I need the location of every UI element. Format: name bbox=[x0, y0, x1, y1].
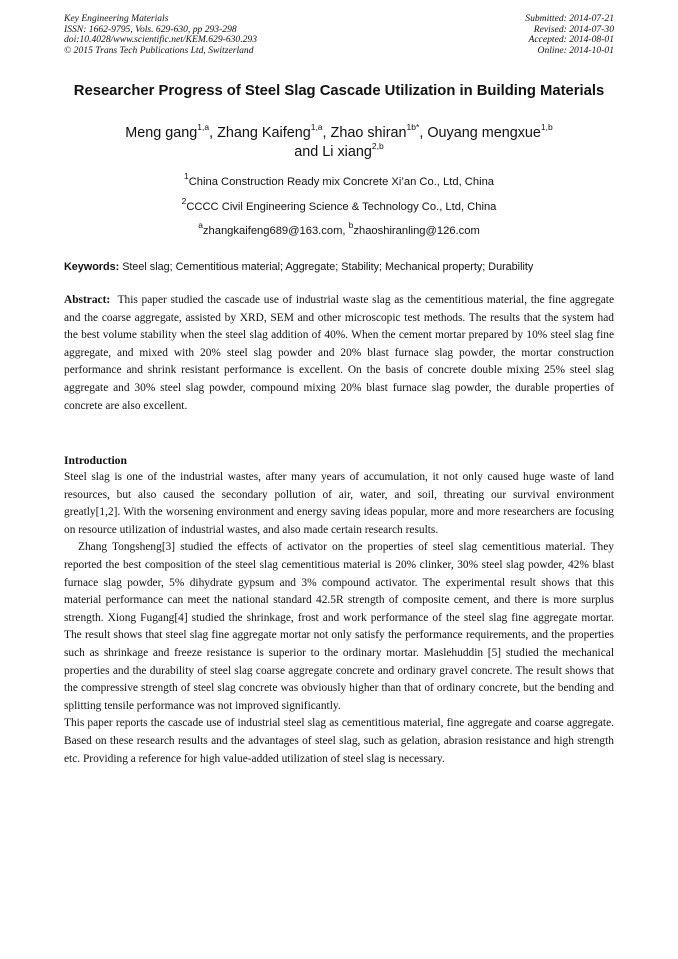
keywords-text: Steel slag; Cementitious material; Aggregate; Stability; Mechanical property; Durability bbox=[122, 261, 534, 273]
issn-line: ISSN: 1662-9795, Vols. 629-630, pp 293-298 bbox=[64, 23, 237, 35]
email-link[interactable]: zhangkaifeng689@163.com, bbox=[202, 225, 346, 237]
author-name: Zhao shiran bbox=[330, 125, 407, 141]
affiliation-sup: 1 bbox=[183, 171, 189, 182]
abstract-text: This paper studied the cascade use of industrial waste slag as the cementitious material, the fine aggregate and the coarse aggregate, assisted by XRD, SEM and other microscopic test methods. The results that the system had the best volume stability when the steel slag addition of 40%. When the cement mortar prepared by 10% steel slag fine aggregate, and mixed with 20% steel slag powder and 20% blast furnace slag powder, the mortar construction performance and shrink resistant performance is excellent. On the basis of concrete double mixing 25% steel slag aggregate and 30% steel slag powder, compound mixing 20% blast furnace slag powder, the durable properties of concrete are also excellent. bbox=[64, 294, 615, 412]
author-name: Zhang Kaifeng bbox=[217, 125, 311, 141]
online-date: Online: 2014-10-01 bbox=[537, 44, 614, 56]
author-emails bbox=[64, 220, 614, 238]
affiliation-text: CCCC Civil Engineering Science & Technology Co., Ltd, China bbox=[186, 201, 497, 213]
abstract-label: Abstract: bbox=[64, 294, 111, 306]
email-sup: a bbox=[198, 220, 203, 231]
paragraph: Zhang Tongsheng[3] studied the effects of activator on the properties of steel slag cementitious material. They reported the best composition of the steel slag cementitious material is 20% clinker, 30% steel slag powder, 42% blast furnace slag powder, 5% dihydrate gypsum and 3% compound activator. The experimental result shows that this material performance can meet the national standard 42.5R strength of composite cement, and there is more surplus strength. Xiong Fugang[4] studied the shrinkage, frost and work performance of the steel slag fine aggregate mortar. The result shows that steel slag fine aggregate mortar not only satisfy the performance requirements, and the properties such as shrinkage and freeze resistance is superior to the ordinary mortar. Maslehuddin [5] studied the mechanical properties and the durability of steel slag coarse aggregate concrete and ordinary gravel concrete. The result shows that the compressive strength of steel slag concrete was obviously higher than that of ordinary concrete, but the bending and splitting tensile performance was not improved significantly. bbox=[64, 541, 614, 712]
affiliation-1 bbox=[64, 171, 614, 189]
keywords-line bbox=[64, 260, 616, 274]
email-link[interactable]: zhaoshiranling@126.com bbox=[353, 225, 480, 237]
introduction-heading: Introduction bbox=[64, 454, 127, 467]
author-affil-sup: 1,a bbox=[197, 122, 210, 133]
journal-name: Key Engineering Materials bbox=[64, 13, 169, 24]
email-sup: b bbox=[348, 220, 354, 231]
abstract-section bbox=[64, 292, 614, 415]
affiliation-text: China Construction Ready mix Concrete Xi’an Co., Ltd, China bbox=[188, 176, 495, 188]
author-name: and Li xiang bbox=[294, 144, 372, 160]
paper-title: Researcher Progress of Steel Slag Cascade Utilization in Building Materials bbox=[73, 83, 605, 99]
paragraph: Steel slag is one of the industrial wastes, after many years of accumulation, it not only caused huge waste of land resources, but also caused the secondary pollution of air, water, and soil, threating our survival environment greatly[1,2]. With the worsening environment and energy saving ideas popular, more and more researchers are focusing on resource utilization of industrial wastes, and also made certain research results. bbox=[64, 471, 614, 536]
revised-date: Revised: 2014-07-30 bbox=[533, 23, 614, 35]
journal-header-left bbox=[64, 14, 257, 56]
copyright-line: © 2015 Trans Tech Publications Ltd, Switzerland bbox=[64, 44, 254, 56]
doi-line: doi:10.4028/www.scientific.net/KEM.629-630.293 bbox=[64, 34, 258, 46]
introduction-section bbox=[64, 469, 614, 768]
keywords-label: Keywords: bbox=[64, 261, 120, 273]
paragraph: This paper reports the cascade use of industrial steel slag as cementitious material, fine aggregate and coarse aggregate. Based on these research results and the advantages of steel slag, such as gelation, abrasion resistance and high strength etc. Providing a reference for high value-added utilization of steel slag is necessary. bbox=[64, 717, 614, 765]
author-name: Meng gang bbox=[125, 125, 198, 141]
author-affil-sup: 1,a bbox=[310, 122, 323, 133]
submitted-date: Submitted: 2014-07-21 bbox=[525, 13, 614, 24]
author-affil-sup: 1,b bbox=[540, 122, 553, 133]
accepted-date: Accepted: 2014-08-01 bbox=[528, 34, 614, 46]
journal-header-right bbox=[525, 14, 614, 56]
affiliation-sup: 2 bbox=[181, 196, 187, 207]
author-name: Ouyang mengxue bbox=[427, 125, 541, 141]
author-affil-sup: 2,b bbox=[371, 141, 384, 152]
author-list: Meng gang$^{1,a}$, Zhang Kaifeng$^{1,a}$, Zhao shiran$^{1b*}$, Ouyang mengxue$^{1,b}$ and Li xiang$^{2,b}$ bbox=[125, 122, 553, 160]
author-affil-sup: 1b* bbox=[406, 122, 420, 133]
affiliation-2 bbox=[64, 196, 614, 214]
